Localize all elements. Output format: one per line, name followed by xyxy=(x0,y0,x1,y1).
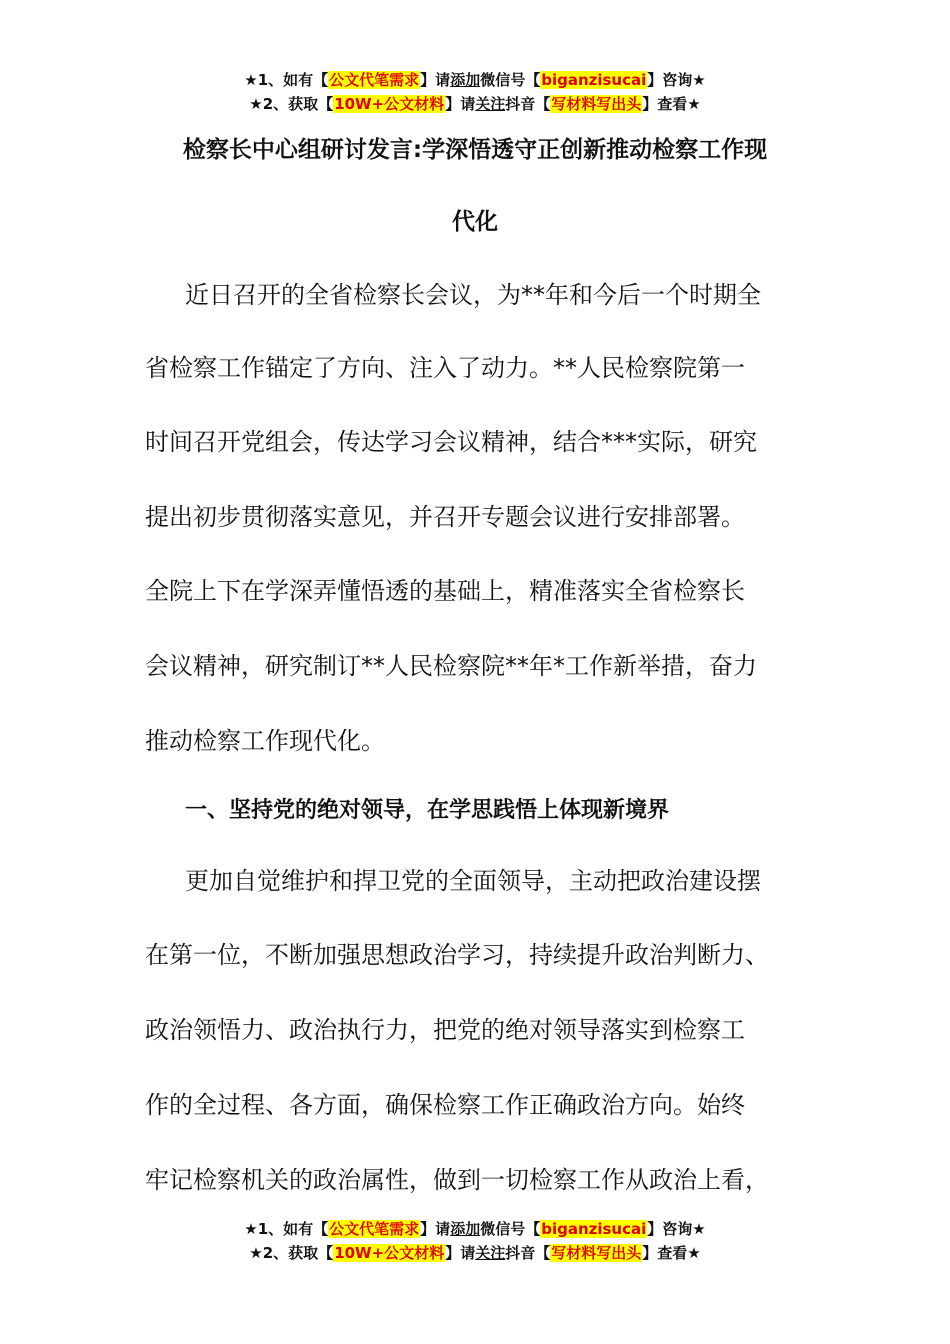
top-notice xyxy=(0,68,950,116)
bottom-notice xyxy=(0,1217,950,1265)
paragraph-2-line: 在第一位，不断加强思想政治学习，持续提升政治判断力、 xyxy=(145,941,769,969)
highlight-wechat-id: biganzisucai xyxy=(541,71,647,89)
paragraph-1-line: 近日召开的全省检察长会议，为**年和今后一个时期全 xyxy=(185,281,761,309)
paragraph-1-line: 推动检察工作现代化。 xyxy=(145,727,385,755)
highlight-materials: 10W+公文材料 xyxy=(334,95,445,113)
document-title-line-2: 代化 xyxy=(452,209,498,235)
notice-line-1: ★1、如有【公文代笔需求】请添加微信号【biganzisucai】咨询★ xyxy=(244,1220,706,1238)
notice-line-1: ★1、如有【公文代笔需求】请添加微信号【biganzisucai】咨询★ xyxy=(244,71,706,89)
section-heading-1: 一、坚持党的绝对领导，在学思践悟上体现新境界 xyxy=(185,798,670,823)
highlight-douyin-name: 写材料写出头 xyxy=(551,1244,642,1262)
paragraph-1-line: 时间召开党组会，传达学习会议精神，结合***实际，研究 xyxy=(145,428,757,456)
paragraph-1-line: 全院上下在学深弄懂悟透的基础上，精准落实全省检察长 xyxy=(145,577,745,605)
paragraph-1-line: 提出初步贯彻落实意见，并召开专题会议进行安排部署。 xyxy=(145,503,745,531)
paragraph-1-line: 省检察工作锚定了方向、注入了动力。**人民检察院第一 xyxy=(145,354,745,382)
paragraph-2-line: 政治领悟力、政治执行力，把党的绝对领导落实到检察工 xyxy=(145,1016,745,1044)
paragraph-2-line: 牢记检察机关的政治属性，做到一切检察工作从政治上看， xyxy=(145,1166,769,1194)
highlight-douyin-name: 写材料写出头 xyxy=(551,95,642,113)
highlight-service: 公文代笔需求 xyxy=(329,71,420,89)
notice-line-2: ★2、获取【10W+公文材料】请关注抖音【写材料写出头】查看★ xyxy=(249,95,701,113)
paragraph-2-line: 更加自觉维护和捍卫党的全面领导，主动把政治建设摆 xyxy=(185,867,761,895)
document-title-line-1: 检察长中心组研讨发言:学深悟透守正创新推动检察工作现 xyxy=(182,137,768,163)
notice-line-2: ★2、获取【10W+公文材料】请关注抖音【写材料写出头】查看★ xyxy=(249,1244,701,1262)
highlight-service: 公文代笔需求 xyxy=(329,1220,420,1238)
highlight-materials: 10W+公文材料 xyxy=(334,1244,445,1262)
paragraph-1-line: 会议精神，研究制订**人民检察院**年*工作新举措，奋力 xyxy=(145,652,757,680)
highlight-wechat-id: biganzisucai xyxy=(541,1220,647,1238)
paragraph-2-line: 作的全过程、各方面，确保检察工作正确政治方向。始终 xyxy=(145,1091,745,1119)
